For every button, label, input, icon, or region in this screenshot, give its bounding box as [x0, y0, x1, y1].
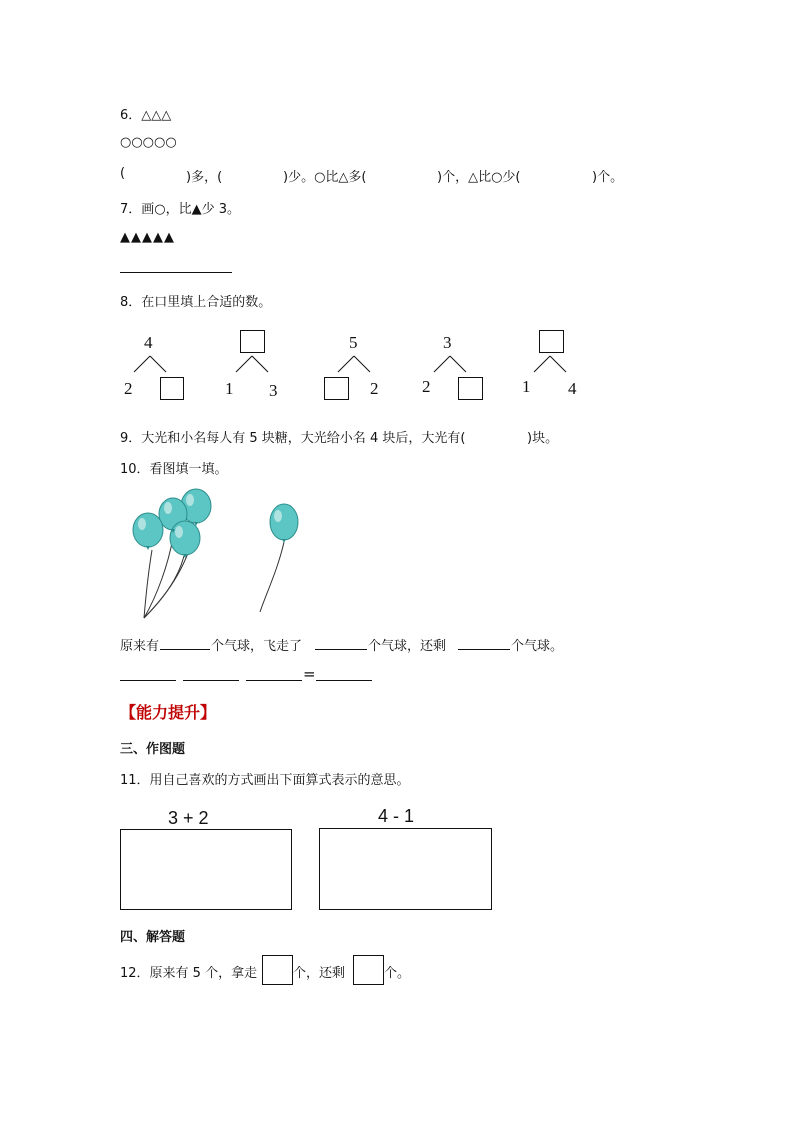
tree4-branches [430, 354, 476, 374]
q10-fill-c: 个气球，还剩 [368, 639, 447, 654]
q11-text: 11．用自己喜欢的方式画出下面算式表示的意思。 [120, 773, 410, 788]
q10-eq-blank-4[interactable] [316, 680, 372, 681]
q6-fill-a: ( [120, 166, 126, 181]
q12-text-a: 12．原来有 5 个，拿走 [120, 966, 258, 981]
balloons-illustration [118, 484, 318, 624]
tree1-left: 2 [124, 379, 133, 398]
tree1-branches [130, 354, 176, 374]
tree4-top: 3 [443, 333, 452, 352]
q9-text-b: )块。 [527, 431, 559, 446]
q11-expr2: 4 - 1 [378, 806, 415, 826]
tree1-right-box[interactable] [160, 377, 184, 400]
q10-equals-sign: = [303, 665, 316, 683]
q6-fill-b: )多，( [186, 170, 223, 185]
q9-text-a: 9．大光和小名每人有 5 块糖，大光给小名 4 块后，大光有( [120, 431, 466, 446]
q6-fill-e: )个。 [592, 170, 624, 185]
tree5-top-box[interactable] [539, 330, 564, 353]
section3-heading: 三、作图题 [120, 742, 186, 757]
tree3-top: 5 [349, 333, 358, 352]
q7-answer-line[interactable] [120, 272, 232, 273]
q10-blank-3[interactable] [458, 649, 510, 650]
section4-heading: 四、解答题 [120, 930, 186, 945]
q12-text-b: 个，还剩 [293, 966, 346, 981]
tree4-right-box[interactable] [458, 377, 483, 400]
tree2-branches [232, 354, 278, 374]
tree4-left: 2 [422, 377, 431, 396]
q6-triangles: 6．△△△ [120, 108, 172, 123]
q11-draw-box-1[interactable] [120, 829, 292, 910]
q10-blank-1[interactable] [160, 649, 210, 650]
q6-fill-c: )少。○比△多( [283, 170, 367, 185]
q10-text: 10．看图填一填。 [120, 462, 228, 477]
q10-fill-b: 个气球，飞走了 [211, 639, 303, 654]
tree3-right: 2 [370, 379, 379, 398]
tree1-top: 4 [144, 333, 153, 352]
q12-text-c: 个。 [384, 966, 411, 981]
q6-circles: ○○○○○ [120, 135, 177, 150]
tree3-branches [334, 354, 380, 374]
tree2-right: 3 [269, 381, 278, 400]
tree5-left: 1 [522, 377, 531, 396]
q10-blank-2[interactable] [315, 649, 367, 650]
q10-eq-blank-2[interactable] [183, 680, 239, 681]
q6-fill-d: )个，△比○少( [437, 170, 521, 185]
q10-fill-d: 个气球。 [511, 639, 564, 654]
q7-triangles: ▲▲▲▲▲ [120, 230, 175, 245]
q11-expr1: 3 + 2 [168, 808, 209, 828]
tree5-right: 4 [568, 379, 577, 398]
q11-draw-box-2[interactable] [319, 828, 492, 910]
tree3-left-box[interactable] [324, 377, 349, 400]
q7-text: 7．画○，比▲少 3。 [120, 202, 241, 217]
q10-eq-blank-3[interactable] [246, 680, 302, 681]
q8-text: 8．在口里填上合适的数。 [120, 295, 272, 310]
q10-eq-blank-1[interactable] [120, 680, 176, 681]
q12-box-2[interactable] [353, 955, 384, 985]
tree5-branches [530, 354, 576, 374]
balloon-icon [133, 489, 298, 555]
tree2-left: 1 [225, 379, 234, 398]
section-heading: 【能力提升】 [120, 703, 217, 722]
q12-box-1[interactable] [262, 955, 293, 985]
q10-fill-a: 原来有 [120, 639, 160, 654]
tree2-top-box[interactable] [240, 330, 265, 353]
